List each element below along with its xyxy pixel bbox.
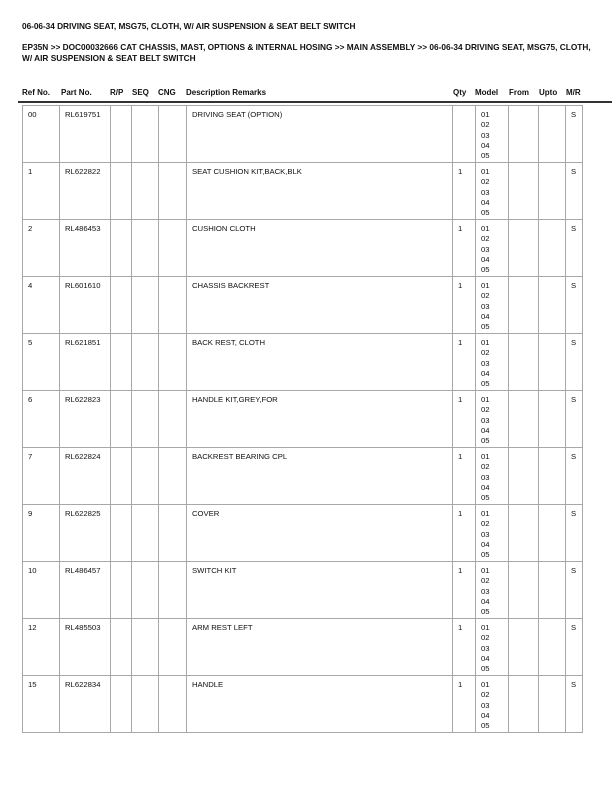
model-code: 04 [481, 425, 490, 435]
part-no-cell: RL622825 [60, 505, 111, 562]
table-row[interactable] [23, 391, 583, 448]
model-code: 01 [481, 110, 490, 119]
model-code: 04 [481, 368, 490, 378]
part-no-cell: RL622824 [60, 448, 111, 505]
model-cell [476, 391, 509, 448]
seq-cell [132, 106, 159, 163]
upto-cell [539, 163, 566, 220]
cng-cell [159, 163, 187, 220]
part-no-cell: RL601610 [60, 277, 111, 334]
table-row[interactable] [23, 562, 583, 619]
mr-cell: S [566, 448, 583, 505]
description-cell: BACKREST BEARING CPL [187, 448, 453, 505]
breadcrumb: EP35N >> DOC00032666 CAT CHASSIS, MAST, OPTIONS & INTERNAL HOSING >> MAIN ASSEMBLY >> 06-06-34 DRIVING SEAT, MSG75, CLOTH, W/ AIR SUSPENSION & SEAT BELT SWITCH [22, 42, 591, 63]
from-cell [509, 220, 539, 277]
mr-cell: S [566, 106, 583, 163]
ref-no-cell: 9 [23, 505, 60, 562]
upto-cell [539, 505, 566, 562]
mr-cell: S [566, 334, 583, 391]
model-code: 01 [481, 224, 490, 233]
model-code: 05 [481, 436, 490, 446]
model-code: 01 [481, 281, 490, 290]
upto-cell [539, 277, 566, 334]
part-no-cell: RL621851 [60, 334, 111, 391]
upto-cell [539, 391, 566, 448]
model-code: 02 [481, 519, 490, 529]
model-cell [476, 562, 509, 619]
model-code: 05 [481, 664, 490, 674]
model-code: 03 [481, 586, 490, 596]
upto-cell [539, 334, 566, 391]
model-code: 01 [481, 395, 490, 404]
description-cell: SEAT CUSHION KIT,BACK,BLK [187, 163, 453, 220]
table-row[interactable] [23, 676, 583, 733]
cng-cell [159, 505, 187, 562]
model-code: 03 [481, 301, 490, 311]
from-cell [509, 619, 539, 676]
model-cell [476, 448, 509, 505]
qty-cell: 1 [453, 277, 476, 334]
rp-cell [111, 106, 132, 163]
qty-cell: 1 [453, 220, 476, 277]
seq-cell [132, 619, 159, 676]
seq-cell [132, 163, 159, 220]
mr-cell: S [566, 676, 583, 733]
description-cell: DRIVING SEAT (OPTION) [187, 106, 453, 163]
model-code: 04 [481, 596, 490, 606]
from-cell [509, 391, 539, 448]
seq-cell [132, 391, 159, 448]
ref-no-cell: 5 [23, 334, 60, 391]
qty-cell: 1 [453, 562, 476, 619]
part-no-cell: RL622822 [60, 163, 111, 220]
from-cell [509, 676, 539, 733]
seq-cell [132, 505, 159, 562]
qty-cell: 1 [453, 391, 476, 448]
model-code: 03 [481, 130, 490, 140]
header-cng: CNG [158, 88, 176, 97]
from-cell [509, 562, 539, 619]
header-divider [18, 101, 612, 103]
qty-cell: 1 [453, 448, 476, 505]
model-cell [476, 676, 509, 733]
description-cell: CHASSIS BACKREST [187, 277, 453, 334]
rp-cell [111, 220, 132, 277]
seq-cell [132, 220, 159, 277]
page-title: 06-06-34 DRIVING SEAT, MSG75, CLOTH, W/ AIR SUSPENSION & SEAT BELT SWITCH [22, 21, 356, 31]
model-code: 04 [481, 197, 490, 207]
model-code: 04 [481, 710, 490, 720]
model-code: 05 [481, 265, 490, 275]
part-no-cell: RL619751 [60, 106, 111, 163]
model-code: 02 [481, 348, 490, 358]
model-code: 04 [481, 254, 490, 264]
header-seq: SEQ [132, 88, 149, 97]
from-cell [509, 334, 539, 391]
description-cell: ARM REST LEFT [187, 619, 453, 676]
table-row[interactable] [23, 448, 583, 505]
model-code: 03 [481, 415, 490, 425]
description-cell: COVER [187, 505, 453, 562]
ref-no-cell: 2 [23, 220, 60, 277]
header-rp: R/P [110, 88, 124, 97]
table-row[interactable] [23, 277, 583, 334]
description-cell: HANDLE [187, 676, 453, 733]
model-cell [476, 619, 509, 676]
from-cell [509, 448, 539, 505]
header-model: Model [475, 88, 499, 97]
model-code: 02 [481, 234, 490, 244]
qty-cell: 1 [453, 676, 476, 733]
table-row[interactable] [23, 619, 583, 676]
model-code: 05 [481, 721, 490, 731]
ref-no-cell: 6 [23, 391, 60, 448]
ref-no-cell: 4 [23, 277, 60, 334]
model-code: 02 [481, 576, 490, 586]
from-cell [509, 106, 539, 163]
qty-cell: 1 [453, 619, 476, 676]
from-cell [509, 163, 539, 220]
table-header [0, 88, 612, 100]
table-row[interactable] [23, 163, 583, 220]
model-code: 05 [481, 151, 490, 161]
cng-cell [159, 391, 187, 448]
header-qty: Qty [453, 88, 467, 97]
table-row[interactable] [23, 220, 583, 277]
model-cell [476, 163, 509, 220]
description-cell: BACK REST, CLOTH [187, 334, 453, 391]
model-code: 03 [481, 529, 490, 539]
rp-cell [111, 619, 132, 676]
upto-cell [539, 676, 566, 733]
part-no-cell: RL622823 [60, 391, 111, 448]
table-row[interactable] [23, 106, 583, 163]
mr-cell: S [566, 220, 583, 277]
header-part-no: Part No. [61, 88, 92, 97]
cng-cell [159, 676, 187, 733]
table-row[interactable] [23, 334, 583, 391]
cng-cell [159, 619, 187, 676]
model-code: 02 [481, 690, 490, 700]
model-code: 01 [481, 338, 490, 347]
model-code: 01 [481, 680, 490, 689]
rp-cell [111, 163, 132, 220]
ref-no-cell: 12 [23, 619, 60, 676]
qty-cell: 1 [453, 334, 476, 391]
header-ref-no: Ref No. [22, 88, 50, 97]
model-code: 05 [481, 208, 490, 218]
mr-cell: S [566, 277, 583, 334]
from-cell [509, 277, 539, 334]
seq-cell [132, 676, 159, 733]
parts-table [22, 105, 583, 733]
seq-cell [132, 334, 159, 391]
model-code: 02 [481, 177, 490, 187]
cng-cell [159, 277, 187, 334]
model-code: 04 [481, 311, 490, 321]
part-no-cell: RL622834 [60, 676, 111, 733]
ref-no-cell: 1 [23, 163, 60, 220]
rp-cell [111, 562, 132, 619]
mr-cell: S [566, 619, 583, 676]
rp-cell [111, 277, 132, 334]
upto-cell [539, 448, 566, 505]
mr-cell: S [566, 505, 583, 562]
part-no-cell: RL485503 [60, 619, 111, 676]
ref-no-cell: 15 [23, 676, 60, 733]
model-code: 01 [481, 623, 490, 632]
model-code: 01 [481, 167, 490, 176]
model-code: 01 [481, 509, 490, 518]
rp-cell [111, 334, 132, 391]
model-code: 02 [481, 462, 490, 472]
model-code: 03 [481, 358, 490, 368]
mr-cell: S [566, 163, 583, 220]
model-code: 04 [481, 140, 490, 150]
model-code: 02 [481, 291, 490, 301]
ref-no-cell: 00 [23, 106, 60, 163]
model-code: 03 [481, 244, 490, 254]
rp-cell [111, 505, 132, 562]
ref-no-cell: 10 [23, 562, 60, 619]
cng-cell [159, 334, 187, 391]
description-cell: CUSHION CLOTH [187, 220, 453, 277]
model-code: 04 [481, 539, 490, 549]
rp-cell [111, 676, 132, 733]
model-code: 05 [481, 550, 490, 560]
model-code: 05 [481, 379, 490, 389]
model-code: 01 [481, 566, 490, 575]
from-cell [509, 505, 539, 562]
model-code: 02 [481, 633, 490, 643]
rp-cell [111, 448, 132, 505]
table-row[interactable] [23, 505, 583, 562]
model-code: 02 [481, 405, 490, 415]
model-cell [476, 106, 509, 163]
mr-cell: S [566, 562, 583, 619]
upto-cell [539, 106, 566, 163]
description-cell: HANDLE KIT,GREY,FOR [187, 391, 453, 448]
model-code: 05 [481, 493, 490, 503]
upto-cell [539, 220, 566, 277]
ref-no-cell: 7 [23, 448, 60, 505]
header-from: From [509, 88, 529, 97]
part-no-cell: RL486453 [60, 220, 111, 277]
header-mr: M/R [566, 88, 581, 97]
cng-cell [159, 220, 187, 277]
model-cell [476, 220, 509, 277]
model-code: 04 [481, 653, 490, 663]
model-cell [476, 277, 509, 334]
header-upto: Upto [539, 88, 558, 97]
cng-cell [159, 106, 187, 163]
header-description: Description Remarks [186, 88, 267, 97]
cng-cell [159, 562, 187, 619]
rp-cell [111, 391, 132, 448]
model-code: 03 [481, 472, 490, 482]
qty-cell: 1 [453, 505, 476, 562]
model-code: 03 [481, 187, 490, 197]
seq-cell [132, 277, 159, 334]
model-code: 05 [481, 607, 490, 617]
upto-cell [539, 619, 566, 676]
qty-cell: 1 [453, 163, 476, 220]
model-code: 04 [481, 482, 490, 492]
qty-cell [453, 106, 476, 163]
part-no-cell: RL486457 [60, 562, 111, 619]
model-code: 01 [481, 452, 490, 461]
model-code: 03 [481, 700, 490, 710]
model-code: 05 [481, 322, 490, 332]
upto-cell [539, 562, 566, 619]
description-cell: SWITCH KIT [187, 562, 453, 619]
cng-cell [159, 448, 187, 505]
model-cell [476, 334, 509, 391]
model-code: 03 [481, 643, 490, 653]
model-cell [476, 505, 509, 562]
seq-cell [132, 562, 159, 619]
model-code: 02 [481, 120, 490, 130]
seq-cell [132, 448, 159, 505]
mr-cell: S [566, 391, 583, 448]
